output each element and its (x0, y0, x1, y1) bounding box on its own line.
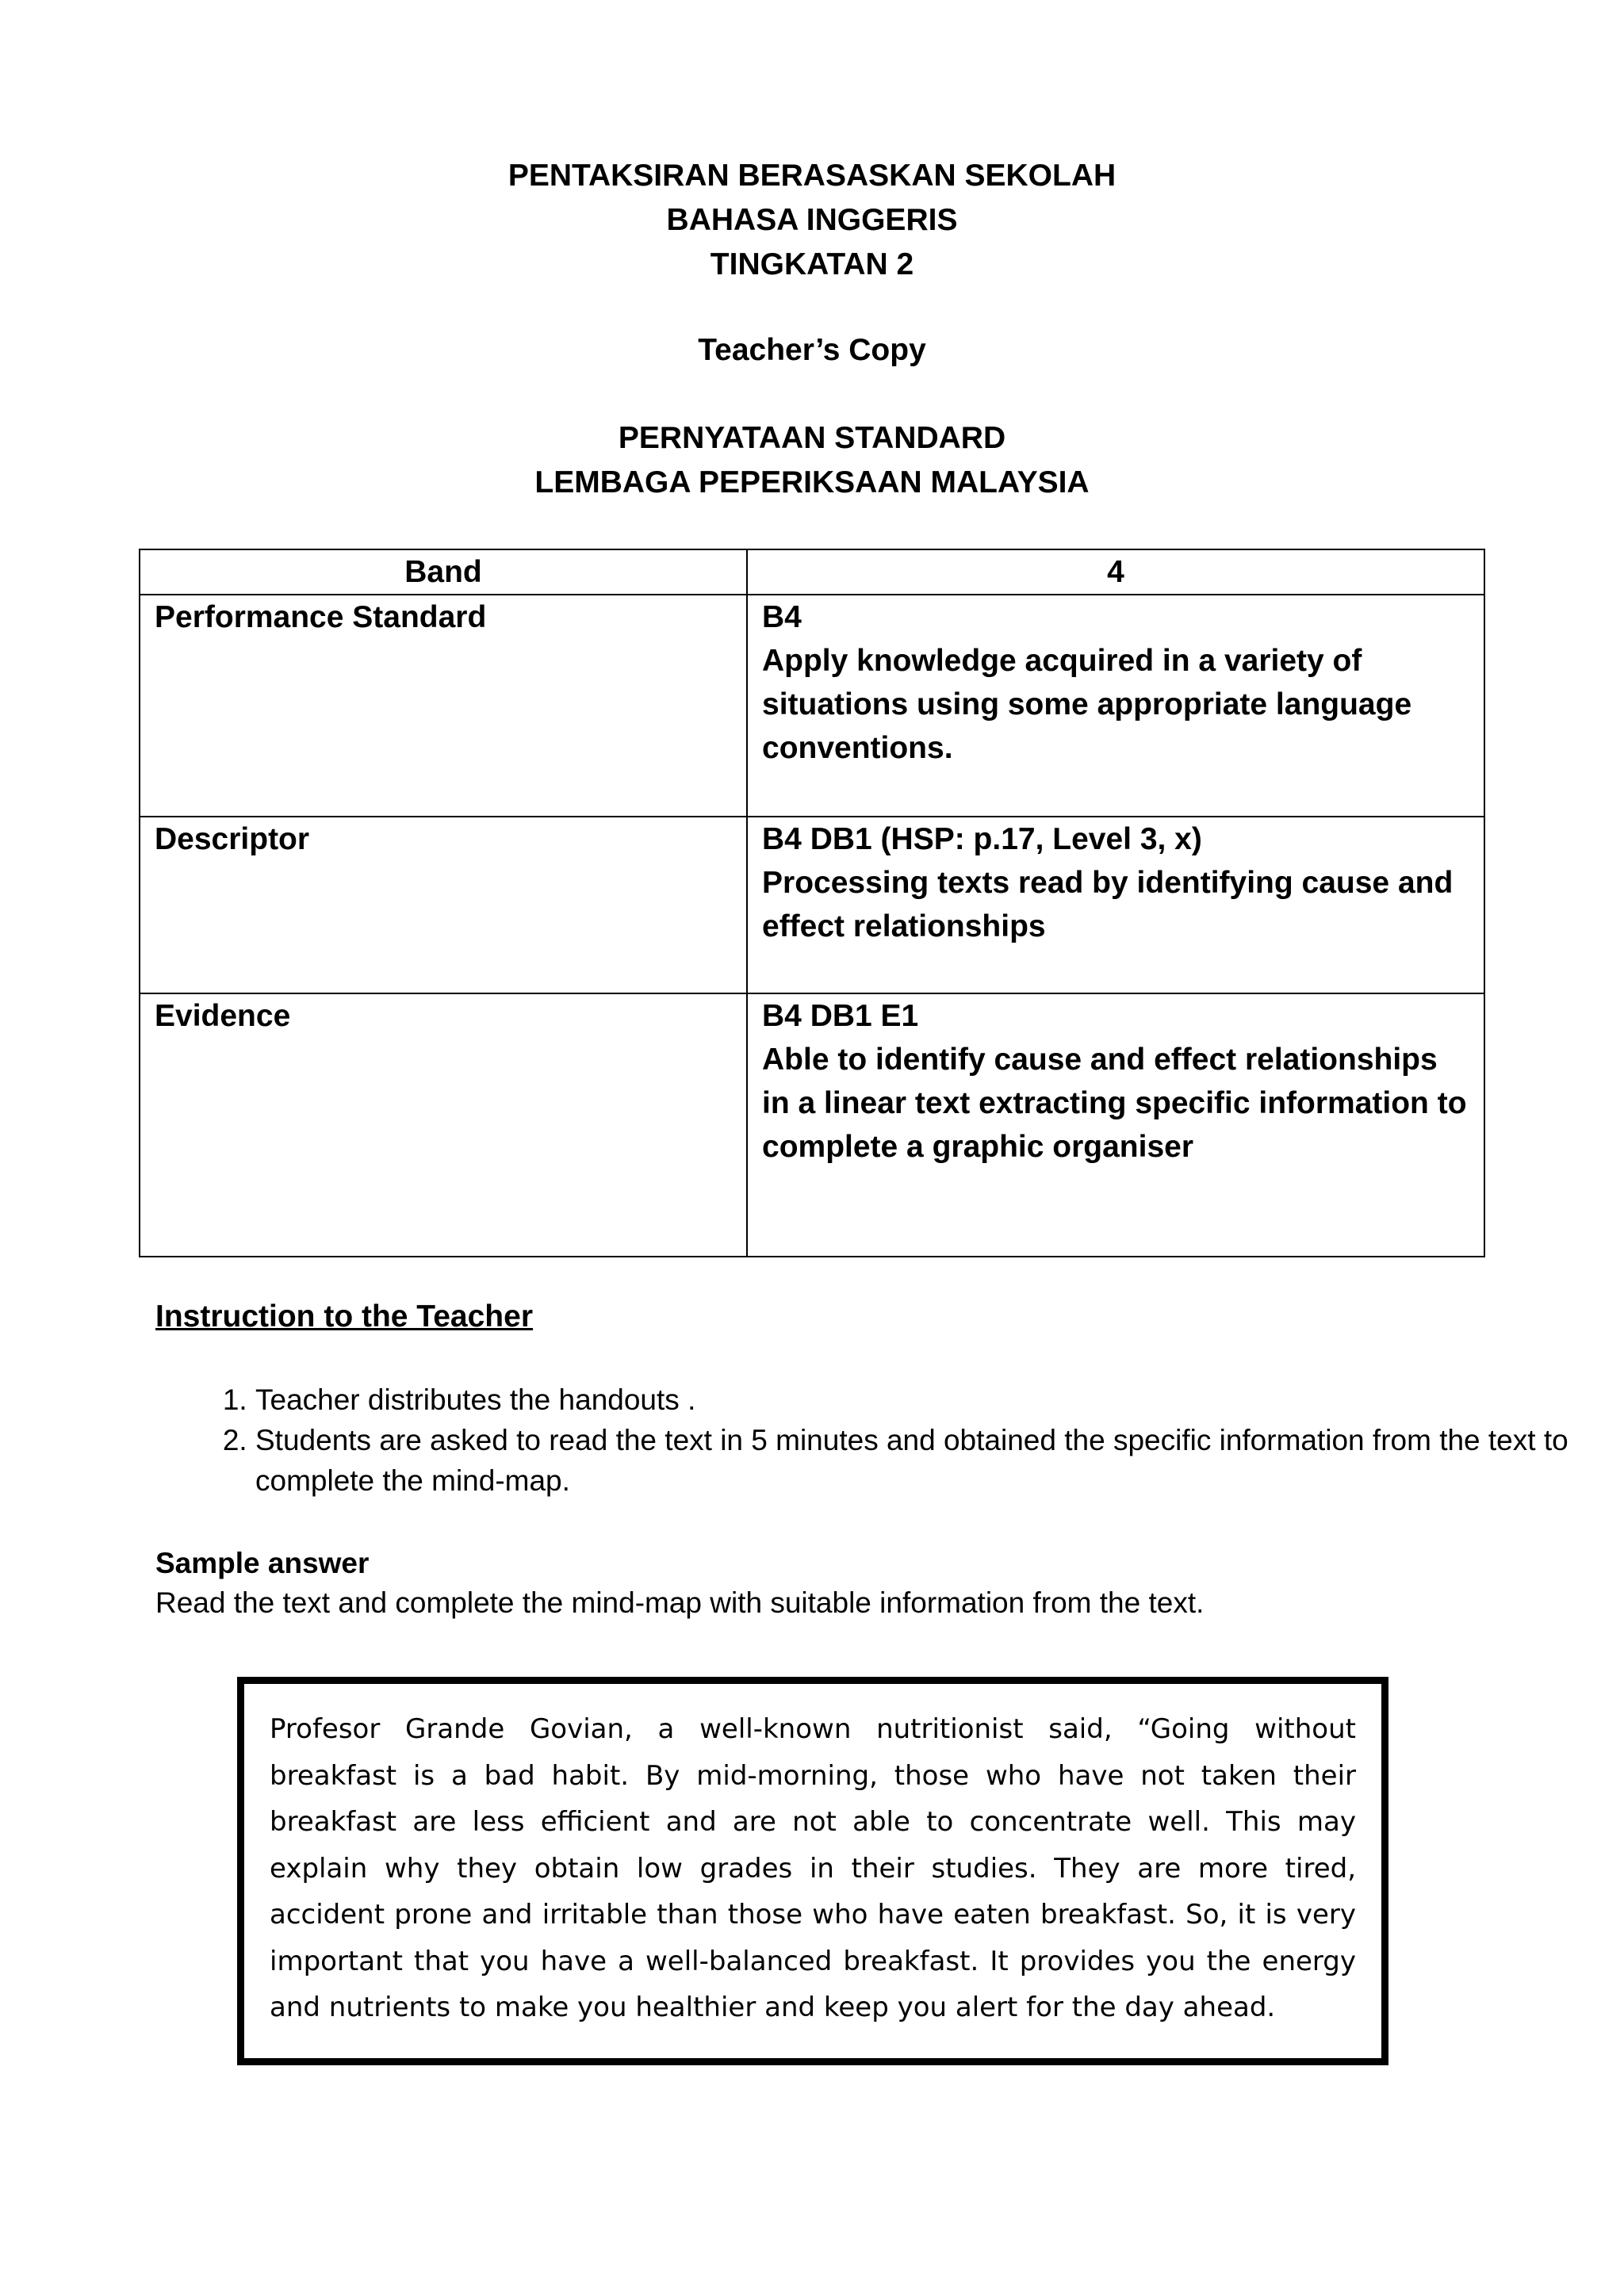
header-title-line-5: LEMBAGA PEPERIKSAAN MALAYSIA (534, 465, 1090, 499)
table-row-performance-standard (140, 595, 1484, 817)
performance-standard-label: Performance Standard (140, 595, 747, 817)
instruction-list (155, 1380, 1588, 1501)
table-row-band (140, 549, 1484, 595)
performance-standard-code: B4 (762, 600, 802, 634)
document-header (0, 154, 1624, 287)
performance-standard-text: Apply knowledge acquired in a variety of situations using some appropriate language conventions. (762, 644, 1412, 765)
passage-text: Profesor Grande Govian, a well-known nutritionist said, “Going without breakfast is a bad habit. By mid-morning, those who have not taken their breakfast are less efficient and are not able to concentrate well. This may explain why they obtain low grades in their studies. They are more tired, accident prone and irritable than those who have eaten breakfast. So, it is very important that you have a well-balanced breakfast. It provides you the energy and nutrients to make you healthier and keep you alert for the day ahead. (270, 1713, 1356, 2023)
table-row-descriptor (140, 817, 1484, 993)
standard-table (139, 549, 1485, 1257)
header-title-line-2: BAHASA INGGERIS (666, 203, 958, 237)
evidence-label: Evidence (140, 993, 747, 1257)
descriptor-code: B4 DB1 (HSP: p.17, Level 3, x) (762, 822, 1202, 856)
standard-header (0, 416, 1624, 505)
sample-answer-instruction: Read the text and complete the mind-map with suitable information from the text. (155, 1586, 1205, 1619)
instruction-step: 1. Teacher distributes the handouts . (255, 1380, 1588, 1420)
header-title-line-4: PERNYATAAN STANDARD (618, 421, 1006, 455)
descriptor-label: Descriptor (140, 817, 747, 993)
header-title-line-1: PENTAKSIRAN BERASASKAN SEKOLAH (508, 159, 1116, 193)
band-label: Band (140, 549, 747, 595)
sample-answer-heading: Sample answer (155, 1547, 370, 1579)
evidence-cell (747, 993, 1484, 1257)
copy-label: Teacher’s Copy (698, 333, 926, 367)
instruction-step: 2. Students are asked to read the text in 5 minutes and obtained the specific information from the text to complete the mind-map. (255, 1420, 1588, 1501)
performance-standard-cell (747, 595, 1484, 817)
evidence-text: Able to identify cause and effect relationships in a linear text extracting specific information to complete a graphic organiser (762, 1043, 1467, 1164)
descriptor-text: Processing texts read by identifying cause and effect relationships (762, 866, 1454, 943)
table-row-evidence (140, 993, 1484, 1257)
passage-box (237, 1677, 1388, 2065)
instruction-heading: Instruction to the Teacher (155, 1299, 533, 1334)
band-value: 4 (747, 549, 1484, 595)
header-title-line-3: TINGKATAN 2 (710, 247, 914, 281)
evidence-code: B4 DB1 E1 (762, 999, 919, 1033)
descriptor-cell (747, 817, 1484, 993)
